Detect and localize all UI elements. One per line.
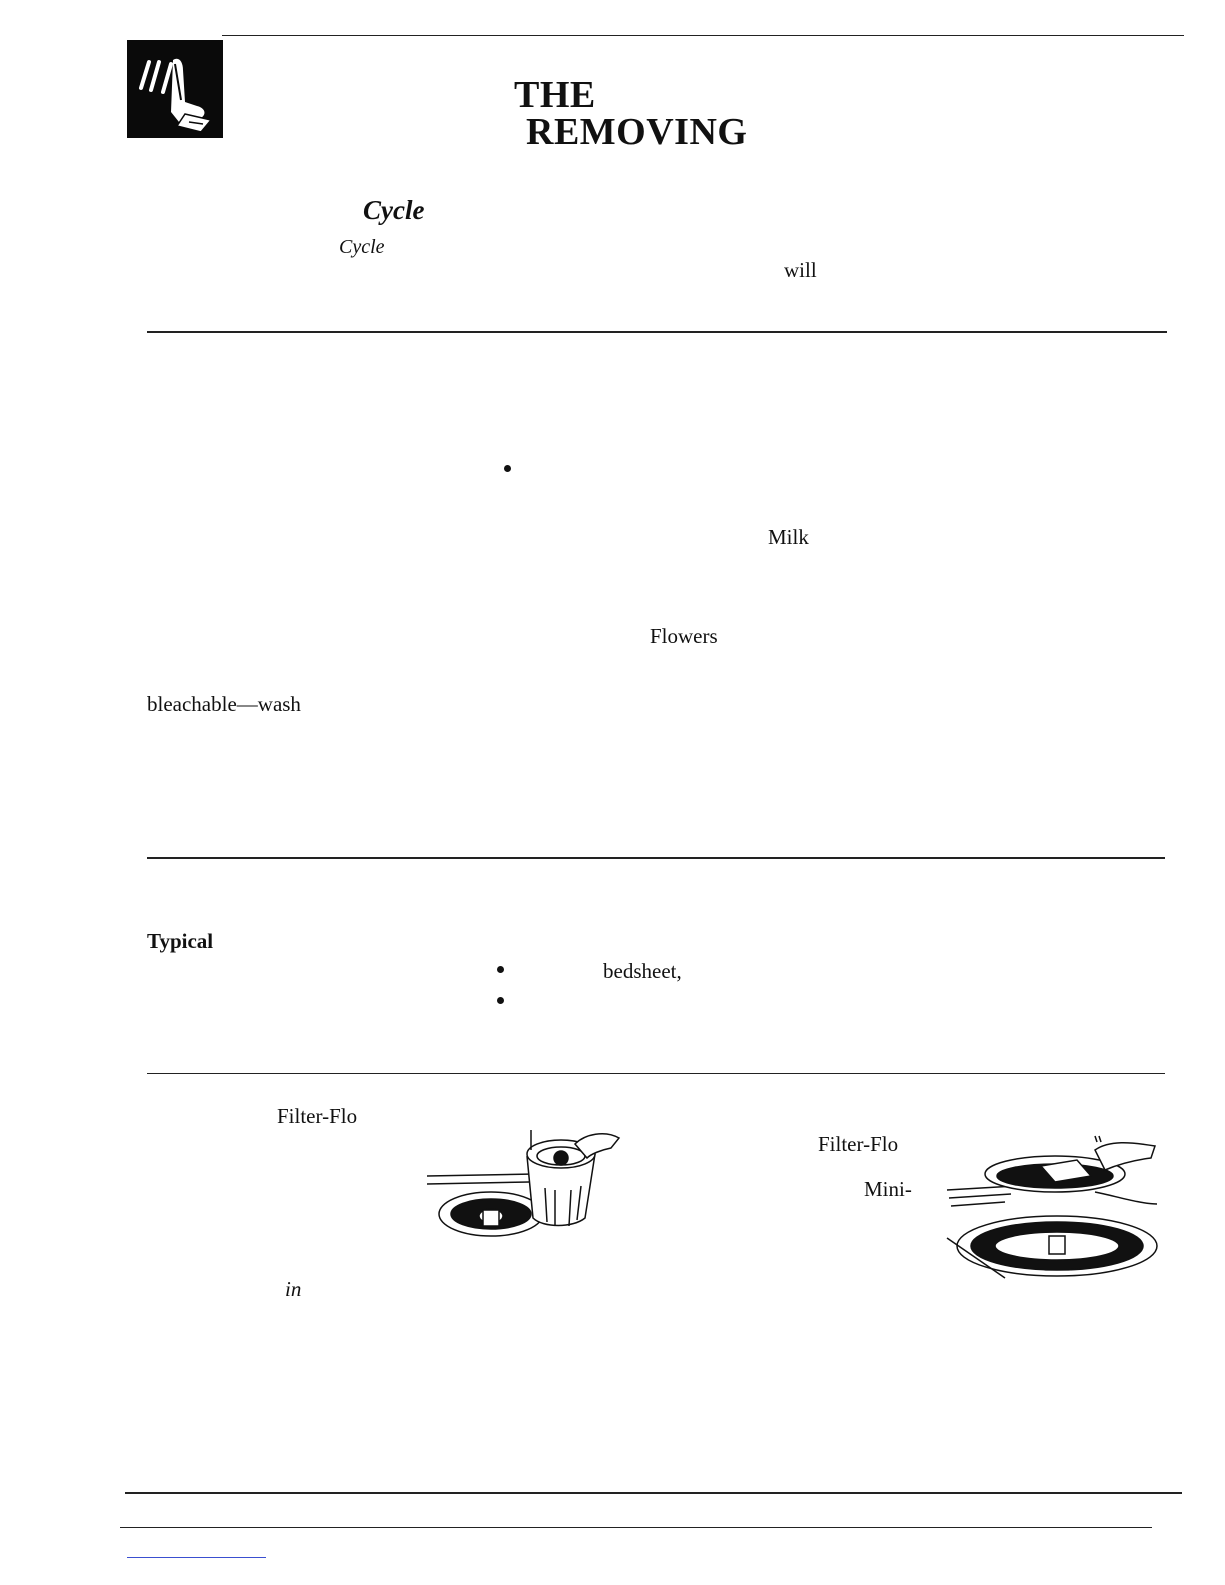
cycle-heading: Cycle bbox=[363, 195, 425, 225]
bullet-1 bbox=[504, 465, 511, 472]
filter-removal-illustration bbox=[425, 1128, 625, 1240]
in-text: in bbox=[285, 1277, 302, 1301]
cycle-italic-text: Cycle bbox=[339, 236, 385, 258]
bullet-3 bbox=[497, 997, 504, 1004]
bottom-rule-1 bbox=[125, 1492, 1182, 1494]
section-divider-1 bbox=[147, 331, 1167, 333]
flowers-text: Flowers bbox=[650, 624, 718, 648]
hand-pressing-button-icon bbox=[127, 40, 223, 138]
milk-text: Milk bbox=[768, 525, 809, 549]
mini-text: Mini- bbox=[864, 1177, 912, 1201]
will-text: will bbox=[784, 258, 817, 282]
title-line-1: THE bbox=[514, 74, 596, 116]
section-divider-3 bbox=[147, 1073, 1165, 1074]
bedsheet-text: bedsheet, bbox=[603, 959, 682, 983]
footer-link-underline[interactable] bbox=[127, 1557, 266, 1558]
bleachable-text: bleachable—wash bbox=[147, 692, 301, 716]
section-divider-2 bbox=[147, 857, 1165, 859]
mini-basket-illustration bbox=[945, 1130, 1160, 1280]
title-line-2: REMOVING bbox=[526, 111, 748, 153]
top-rule bbox=[222, 35, 1184, 36]
bullet-2 bbox=[497, 966, 504, 973]
filter-flo-left-text: Filter-Flo bbox=[277, 1104, 358, 1128]
bottom-rule-2 bbox=[120, 1527, 1152, 1528]
typical-label: Typical bbox=[147, 929, 214, 953]
filter-flo-right-text: Filter-Flo bbox=[818, 1132, 899, 1156]
